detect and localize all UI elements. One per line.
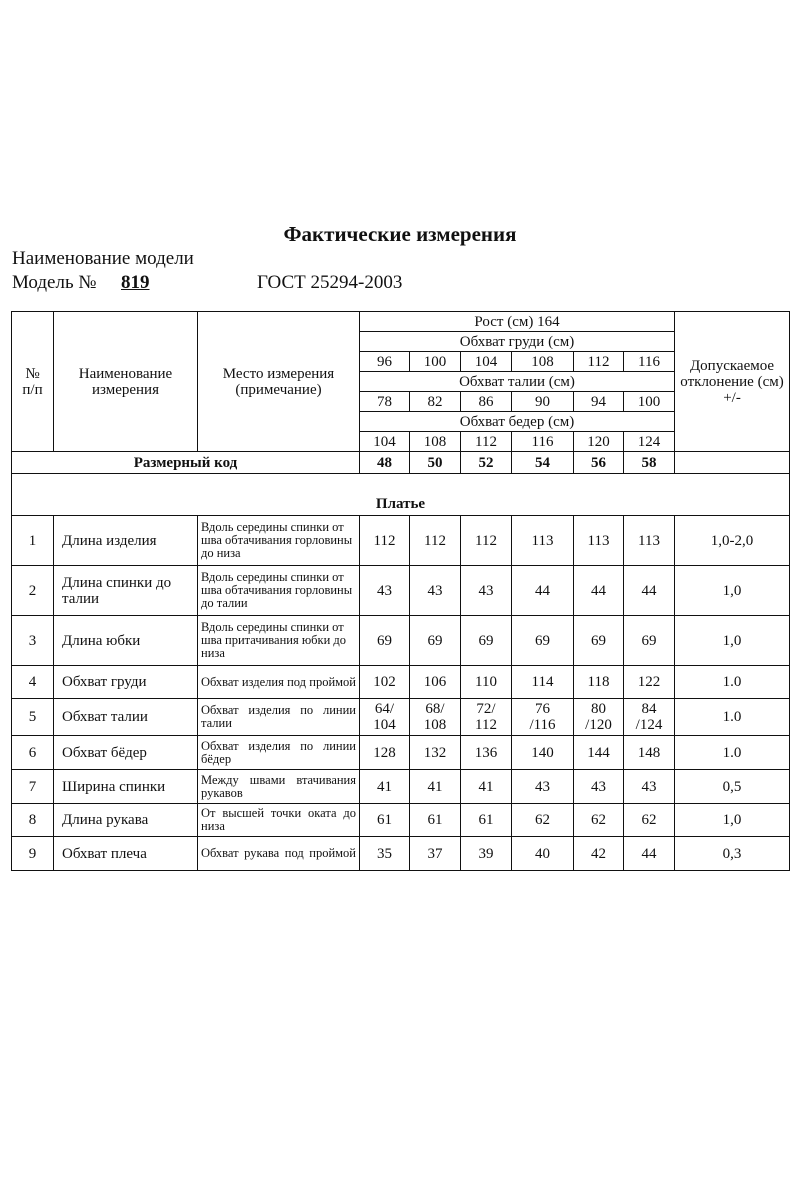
hips-label: Обхват бедер (см) [360,412,675,432]
measurement-value: 61 [461,804,512,837]
measurement-value: 113 [624,516,675,566]
measurement-value: 69 [512,616,574,666]
measurement-name: Ширина спинки [54,770,198,804]
size-code: 58 [624,452,675,474]
table-row [12,566,790,616]
measurement-value: 140 [512,736,574,770]
model-line [12,272,163,294]
measurement-value: 144 [574,736,624,770]
waist-value: 100 [624,392,675,412]
size-code: 50 [410,452,461,474]
measurement-value: 72/ 112 [461,699,512,736]
waist-value: 82 [410,392,461,412]
tolerance-value: 1,0 [675,804,790,837]
measurement-value: 69 [624,616,675,666]
measurement-value: 41 [360,770,410,804]
measurement-value: 35 [360,837,410,871]
hips-value: 116 [512,432,574,452]
chest-value: 108 [512,352,574,372]
measurement-value: 132 [410,736,461,770]
measurement-value: 61 [360,804,410,837]
waist-value: 90 [512,392,574,412]
waist-value: 94 [574,392,624,412]
row-number: 8 [12,804,54,837]
measurement-place: Вдоль середины спинки от шва обтачивания горловины до низа [198,516,360,566]
measurement-value: 136 [461,736,512,770]
measurement-value: 40 [512,837,574,871]
measurement-name: Обхват талии [54,699,198,736]
tolerance-value: 1,0 [675,616,790,666]
measurement-place: От высшей точки оката до низа [198,804,360,837]
size-code: 54 [512,452,574,474]
table-row [12,804,790,837]
measurement-value: 118 [574,666,624,699]
size-code-label: Размерный код [12,452,360,474]
waist-value: 78 [360,392,410,412]
measurement-place: Вдоль середины спинки от шва притачивания юбки до низа [198,616,360,666]
measurement-name: Обхват груди [54,666,198,699]
measurement-name: Длина изделия [54,516,198,566]
tolerance-value: 1.0 [675,736,790,770]
measurement-place: Вдоль середины спинки от шва обтачивания горловины до талии [198,566,360,616]
measurement-value: 44 [512,566,574,616]
measurement-value: 44 [624,837,675,871]
measurement-name: Длина рукава [54,804,198,837]
measurement-place: Между швами втачивания рукавов [198,770,360,804]
measurement-place: Обхват изделия по линии бёдер [198,736,360,770]
measurement-name: Обхват плеча [54,837,198,871]
measurement-value: 102 [360,666,410,699]
section-title: Платье [12,474,790,516]
measurement-value: 41 [410,770,461,804]
measurement-value: 69 [360,616,410,666]
row-number: 1 [12,516,54,566]
header-num: № п/п [12,312,54,452]
table-row [12,736,790,770]
header-tolerance: Допускаемое отклонение (см) +/- [675,312,790,452]
table-row [12,770,790,804]
height-label: Рост (см) 164 [360,312,675,332]
measurement-value: 68/ 108 [410,699,461,736]
size-code-blank [675,452,790,474]
model-number: 819 [121,272,150,293]
row-number: 2 [12,566,54,616]
chest-value: 96 [360,352,410,372]
hips-value: 108 [410,432,461,452]
page-title: Фактические измерения [283,222,517,246]
tolerance-value: 1,0-2,0 [675,516,790,566]
chest-value: 100 [410,352,461,372]
measurement-place: Обхват рукава под проймой [198,837,360,871]
measurement-value: 44 [574,566,624,616]
measurement-place: Обхват изделия под проймой [198,666,360,699]
measurement-value: 128 [360,736,410,770]
measurement-value: 44 [624,566,675,616]
model-name-label: Наименование модели [12,248,194,269]
measurement-place: Обхват изделия по линии талии [198,699,360,736]
hips-value: 124 [624,432,675,452]
chest-label: Обхват груди (см) [360,332,675,352]
measurement-value: 112 [410,516,461,566]
measurement-value: 148 [624,736,675,770]
row-number: 9 [12,837,54,871]
tolerance-value: 1.0 [675,699,790,736]
tolerance-value: 1,0 [675,566,790,616]
measurement-value: 112 [461,516,512,566]
row-number: 4 [12,666,54,699]
measurement-value: 43 [512,770,574,804]
measurement-value: 43 [360,566,410,616]
measurement-value: 62 [624,804,675,837]
tolerance-value: 1.0 [675,666,790,699]
measurement-name: Обхват бёдер [54,736,198,770]
measurement-value: 61 [410,804,461,837]
measurement-value: 41 [461,770,512,804]
model-label: Модель № [12,272,97,293]
measurement-value: 43 [461,566,512,616]
measurement-value: 112 [360,516,410,566]
measurement-value: 69 [461,616,512,666]
measurement-value: 69 [410,616,461,666]
measurement-value: 43 [574,770,624,804]
row-number: 3 [12,616,54,666]
table-row [12,837,790,871]
measurement-value: 62 [512,804,574,837]
measurement-value: 106 [410,666,461,699]
hips-value: 104 [360,432,410,452]
row-number: 5 [12,699,54,736]
measurement-value: 76 /116 [512,699,574,736]
table-row [12,616,790,666]
gost-label: ГОСТ 25294-2003 [257,272,403,293]
measurement-value: 42 [574,837,624,871]
measurement-value: 64/ 104 [360,699,410,736]
waist-value: 86 [461,392,512,412]
chest-value: 112 [574,352,624,372]
measurement-value: 43 [410,566,461,616]
measurement-value: 39 [461,837,512,871]
measurement-value: 84 /124 [624,699,675,736]
measurement-value: 114 [512,666,574,699]
tolerance-value: 0,3 [675,837,790,871]
measurement-value: 80 /120 [574,699,624,736]
row-number: 6 [12,736,54,770]
hips-value: 112 [461,432,512,452]
measurement-value: 43 [624,770,675,804]
measurement-value: 62 [574,804,624,837]
measurement-value: 110 [461,666,512,699]
measurement-name: Длина спинки до талии [54,566,198,616]
measurement-value: 122 [624,666,675,699]
measurement-value: 113 [512,516,574,566]
size-code: 52 [461,452,512,474]
waist-label: Обхват талии (см) [360,372,675,392]
row-number: 7 [12,770,54,804]
measurement-name: Длина юбки [54,616,198,666]
header-place: Место измерения (примечание) [198,312,360,452]
table-row [12,666,790,699]
measurement-value: 113 [574,516,624,566]
size-code: 48 [360,452,410,474]
measurement-value: 37 [410,837,461,871]
hips-value: 120 [574,432,624,452]
chest-value: 116 [624,352,675,372]
measurement-value: 69 [574,616,624,666]
tolerance-value: 0,5 [675,770,790,804]
measurements-table [11,311,790,871]
header-name: Наименование измерения [54,312,198,452]
size-code: 56 [574,452,624,474]
chest-value: 104 [461,352,512,372]
table-row [12,516,790,566]
table-row [12,699,790,736]
